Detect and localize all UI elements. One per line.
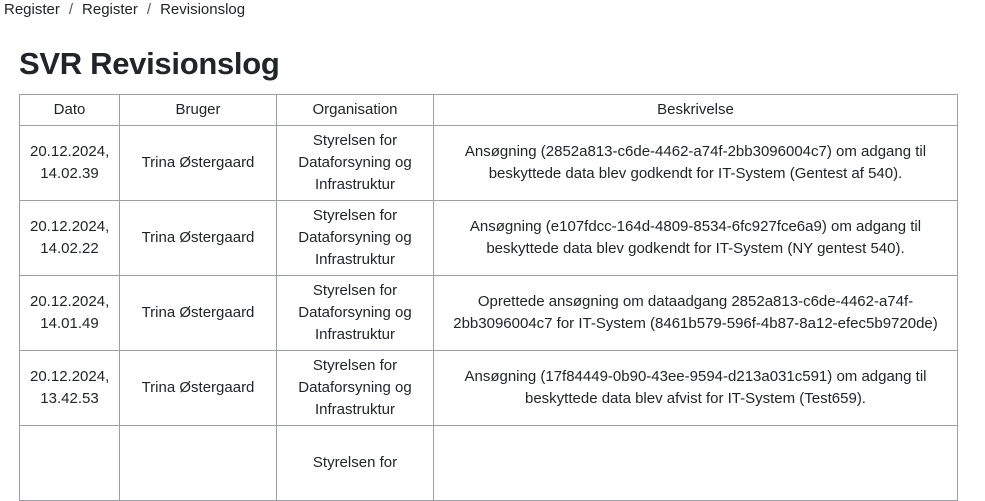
breadcrumb xyxy=(4,0,245,20)
table-row xyxy=(20,351,958,426)
cell-dato: 20.12.2024, 14.02.22 xyxy=(20,201,120,276)
table-row xyxy=(20,276,958,351)
breadcrumb-separator: / xyxy=(68,1,74,18)
cell-organisation: Styrelsen for xyxy=(277,426,434,501)
table-row xyxy=(20,126,958,201)
cell-organisation: Styrelsen for Dataforsyning og Infrastruktur xyxy=(277,201,434,276)
cell-organisation: Styrelsen for Dataforsyning og Infrastruktur xyxy=(277,276,434,351)
cell-beskrivelse: Ansøgning (2852a813-c6de-4462-a74f-2bb3096004c7) om adgang til beskyttede data blev godkendt for IT-System (Gentest af 540). xyxy=(434,126,958,201)
cell-bruger: Trina Østergaard xyxy=(120,201,277,276)
cell-bruger: Trina Østergaard xyxy=(120,351,277,426)
table-row xyxy=(20,201,958,276)
breadcrumb-item-register-sub[interactable]: Register xyxy=(82,1,138,18)
table-header xyxy=(20,95,958,126)
cell-beskrivelse: Oprettede ansøgning om dataadgang 2852a813-c6de-4462-a74f-2bb3096004c7 for IT-System (8461b579-596f-4b87-8a12-efec5b9720de) xyxy=(434,276,958,351)
cell-bruger xyxy=(120,426,277,501)
cell-dato: 20.12.2024, 13.42.53 xyxy=(20,351,120,426)
cell-organisation: Styrelsen for Dataforsyning og Infrastruktur xyxy=(277,351,434,426)
cell-bruger: Trina Østergaard xyxy=(120,126,277,201)
breadcrumb-item-register[interactable]: Register xyxy=(4,1,60,18)
column-header-organisation[interactable]: Organisation xyxy=(277,95,434,126)
table-row xyxy=(20,426,958,501)
cell-organisation: Styrelsen for Dataforsyning og Infrastruktur xyxy=(277,126,434,201)
cell-beskrivelse: Ansøgning (e107fdcc-164d-4809-8534-6fc927fce6a9) om adgang til beskyttede data blev godkendt for IT-System (NY gentest 540). xyxy=(434,201,958,276)
revision-log-table xyxy=(19,94,958,501)
cell-dato: 20.12.2024, 14.02.39 xyxy=(20,126,120,201)
column-header-bruger[interactable]: Bruger xyxy=(120,95,277,126)
page-title: SVR Revisionslog xyxy=(19,46,280,81)
cell-bruger: Trina Østergaard xyxy=(120,276,277,351)
table-body xyxy=(20,126,958,501)
breadcrumb-separator: / xyxy=(146,1,152,18)
cell-dato xyxy=(20,426,120,501)
breadcrumb-item-current: Revisionslog xyxy=(160,1,246,18)
column-header-beskrivelse[interactable]: Beskrivelse xyxy=(434,95,958,126)
cell-beskrivelse xyxy=(434,426,958,501)
cell-dato: 20.12.2024, 14.01.49 xyxy=(20,276,120,351)
cell-beskrivelse: Ansøgning (17f84449-0b90-43ee-9594-d213a031c591) om adgang til beskyttede data blev afvist for IT-System (Test659). xyxy=(434,351,958,426)
column-header-dato[interactable]: Dato xyxy=(20,95,120,126)
table-header-row xyxy=(20,95,958,126)
